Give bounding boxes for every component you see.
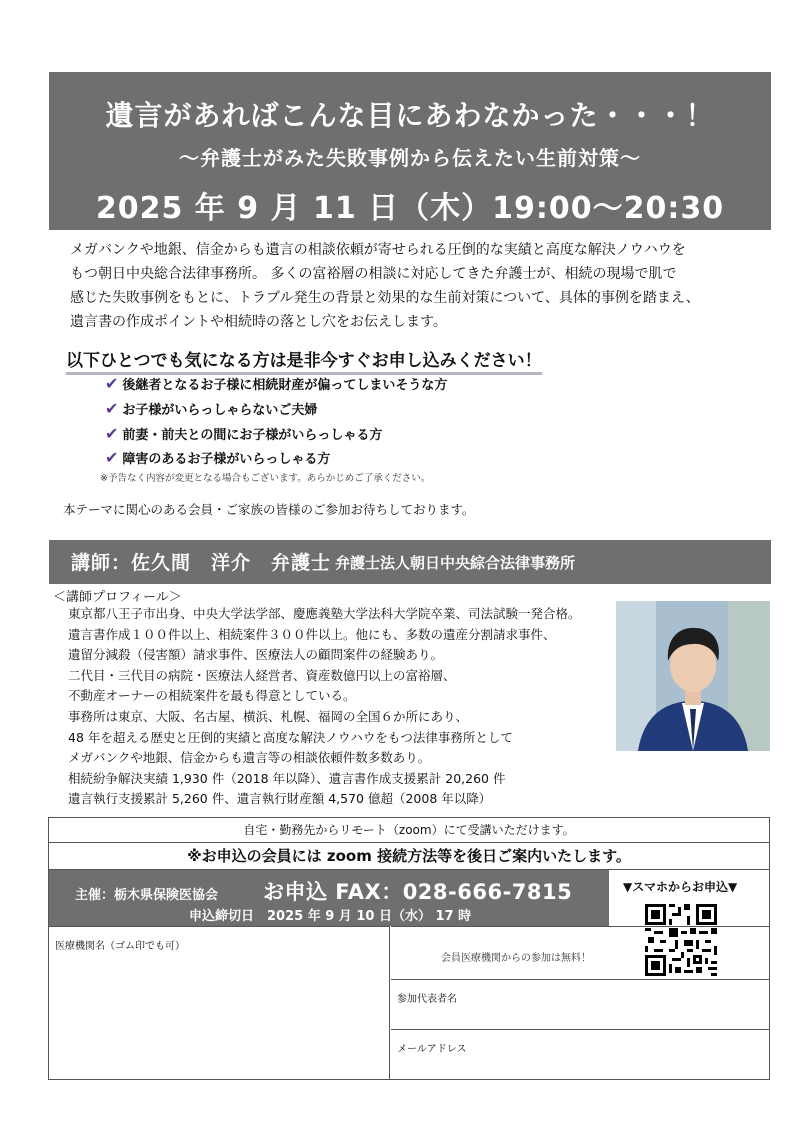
page-title: 遺言があればこんな目にあわなかった・・・！ xyxy=(105,99,715,132)
event-datetime: 2025 年 9 月 11 日（木）19:00～20:30 xyxy=(95,191,725,226)
profile-line: 遺留分減殺（侵害額）請求事件、医療法人の顧問案件の経験あり。 xyxy=(68,647,444,663)
clinic-name-label: 医療機関名（ゴム印でも可） xyxy=(55,941,185,952)
representative-name-label: 参加代表者名 xyxy=(397,994,457,1005)
closing-text: 本テーマに関心のある会員・ご家族の皆様のご参加お待ちしております。 xyxy=(63,502,475,517)
intro-text xyxy=(70,238,750,334)
profile-line: 二代目・三代目の病院・医療法人経営者、資産数億円以上の富裕層、 xyxy=(68,667,456,683)
application-form xyxy=(48,817,770,1080)
profile-text xyxy=(68,604,628,810)
free-participation-note: 会員医療機関からの参加は無料！ xyxy=(441,953,591,964)
application-deadline: 申込締切日 2025 年 9 月 10 日（水） 17 時 xyxy=(189,909,472,924)
lecturer-banner xyxy=(49,540,771,584)
profile-line: 東京都八王子市出身、中央大学法学部、慶應義塾大学法科大学院卒業、司法試験一発合格。 xyxy=(68,606,581,621)
profile-line: メガバンクや地銀、信金からも遺言等の相談依頼件数多数あり。 xyxy=(68,750,431,766)
fax-number: お申込 FAX：028-666-7815 xyxy=(263,880,573,904)
check-icon: ✔ xyxy=(105,399,119,418)
intro-line: もつ朝日中央総合法律事務所。 多くの富裕層の相談に対応してきた弁護士が、相続の現場で肌で xyxy=(70,266,677,282)
organizer-banner xyxy=(49,870,609,926)
free-participation-box xyxy=(391,926,769,980)
intro-line: 感じた失敗事例をもとに、トラブル発生の背景と効果的な生前対策について、具体的事例を踏まえ、 xyxy=(70,290,700,306)
representative-name-field[interactable] xyxy=(391,980,769,1030)
profile-heading: ＜講師プロフィール＞ xyxy=(53,590,182,605)
organizer: 主催：栃木県保険医協会 xyxy=(75,888,219,903)
checklist-item: ✔ 後継者となるお子様に相続財産が偏ってしまいそうな方 xyxy=(105,374,448,393)
profile-line: 遺言書作成１００件以上、相続案件３００件以上。他にも、多数の遺産分割請求事件、 xyxy=(68,626,556,642)
profile-line: 不動産オーナーの相続案件を最も得意としている。 xyxy=(68,688,356,704)
checklist-item: ✔ 前妻・前夫との間にお子様がいらっしゃる方 xyxy=(105,424,383,443)
lecturer-name: 講師：佐久間 洋介 弁護士 xyxy=(71,552,332,574)
profile-line: 相続紛争解決実績 1,930 件（2018 年以降）、遺言書作成支援累計 20,260 件 xyxy=(68,770,506,786)
email-field-label: メールアドレス xyxy=(397,1044,467,1055)
zoom-note: ※お申込の会員には zoom 接続方法等を後日ご案内いたします。 xyxy=(49,843,769,870)
check-icon: ✔ xyxy=(105,374,119,393)
lecturer-photo xyxy=(616,601,770,751)
intro-line: メガバンクや地銀、信金からも遺言の相談依頼が寄せられる圧倒的な実績と高度な解決ノウハウを xyxy=(70,242,686,258)
disclaimer-note: ※予告なく内容が変更となる場合もございます。あらかじめご了承ください。 xyxy=(100,473,431,484)
clinic-name-field[interactable] xyxy=(49,926,390,1080)
title-banner xyxy=(49,72,771,230)
check-icon: ✔ xyxy=(105,424,119,443)
lecturer-firm: 弁護士法人朝日中央綜合法律事務所 xyxy=(335,554,576,572)
remote-note: 自宅・勤務先からリモート（zoom）にて受講いただけます。 xyxy=(49,818,769,843)
intro-line: 遺言書の作成ポイントや相続時の落とし穴をお伝えします。 xyxy=(70,314,447,330)
checklist-item: ✔ 障害のあるお子様がいらっしゃる方 xyxy=(105,448,331,467)
profile-line: 遺言執行支援累計 5,260 件、遺言執行財産額 4,570 億超（2008 年以降） xyxy=(68,791,492,807)
smartphone-apply-label: ▼スマホからお申込▼ xyxy=(623,880,738,894)
profile-line: 48 年を超える歴史と圧倒的実績と高度な解決ノウハウをもつ法律事務所として xyxy=(68,729,513,745)
checklist-item: ✔ お子様がいらっしゃらないご夫婦 xyxy=(105,399,318,418)
check-icon: ✔ xyxy=(105,448,119,467)
profile-line: 事務所は東京、大阪、名古屋、横浜、札幌、福岡の全国６か所にあり、 xyxy=(68,708,469,724)
page-subtitle: ～弁護士がみた失敗事例から伝えたい生前対策～ xyxy=(179,146,641,170)
callout-heading: 以下ひとつでも気になる方は是非今すぐお申し込みください！ xyxy=(66,346,542,375)
